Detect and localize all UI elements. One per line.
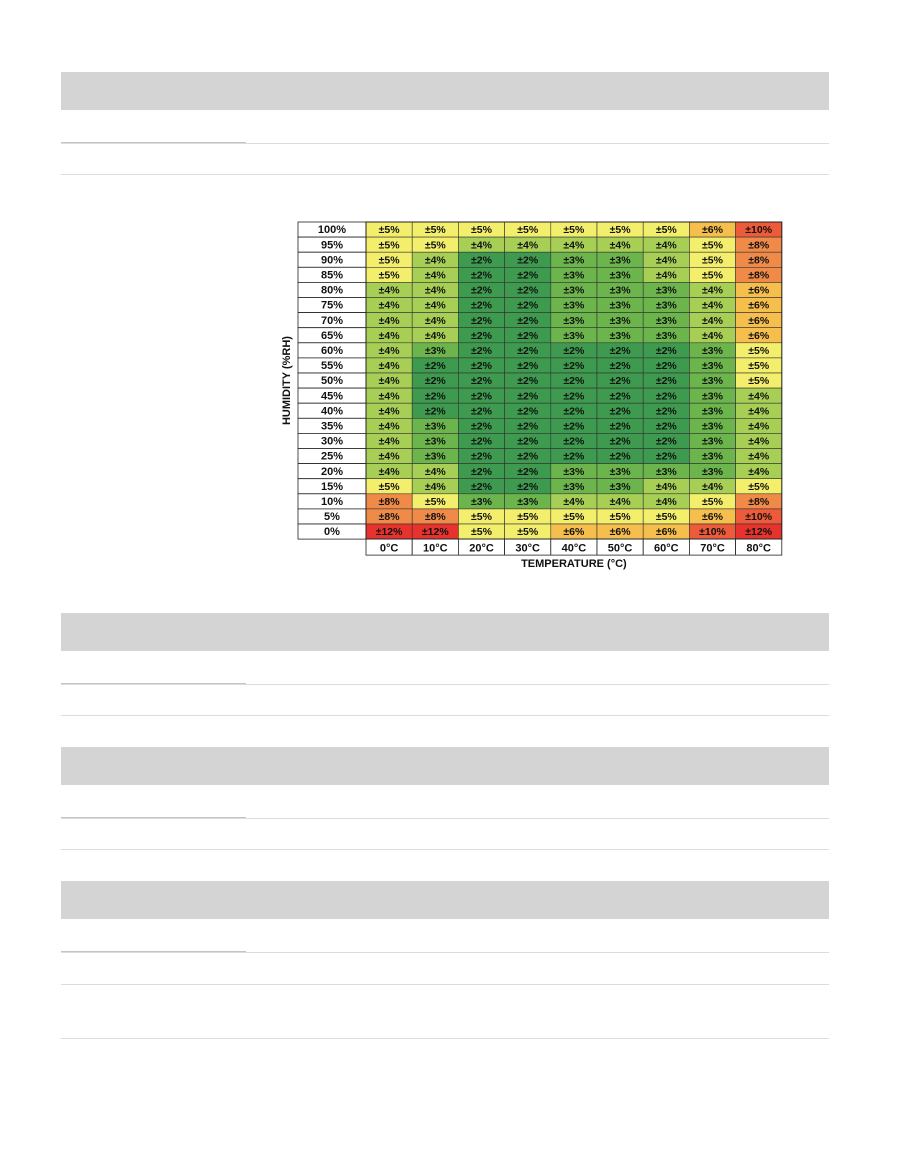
cell-value-label: ±3% [702, 465, 723, 478]
cell-value-label: ±6% [748, 314, 770, 327]
cell-value-label: ±3% [517, 495, 539, 508]
cell-value-label: ±2% [517, 360, 539, 373]
y-axis-title: HUMIDITY (%RH) [280, 336, 293, 426]
humidity-accuracy-heatmap [278, 222, 773, 588]
cell-value-label: ±2% [471, 314, 492, 327]
row-divider [61, 143, 829, 144]
cell-value-label: ±4% [655, 254, 677, 267]
y-tick-label: 60% [320, 344, 344, 357]
y-tick-label: 40% [320, 405, 344, 418]
row-divider [61, 984, 829, 985]
cell-value-label: ±2% [609, 420, 631, 433]
cell-value-label: ±3% [563, 465, 585, 478]
cell-value-label: ±4% [378, 390, 400, 403]
cell-value-label: ±5% [748, 480, 770, 493]
cell-value-label: ±6% [609, 526, 631, 539]
cell-value-label: ±2% [517, 480, 539, 493]
cell-value-label: ±2% [609, 344, 631, 357]
cell-value-label: ±5% [702, 254, 723, 267]
cell-value-label: ±6% [702, 224, 723, 237]
cell-value-label: ±2% [563, 375, 585, 388]
cell-value-label: ±4% [563, 239, 585, 252]
cell-value-label: ±3% [563, 299, 585, 312]
cell-value-label: ±2% [517, 269, 539, 282]
cell-value-label: ±2% [471, 284, 492, 297]
cell-value-label: ±3% [563, 254, 585, 267]
cell-value-label: ±3% [655, 329, 677, 342]
cell-value-label: ±2% [563, 390, 585, 403]
cell-value-label: ±2% [563, 360, 585, 373]
cell-value-label: ±3% [609, 465, 631, 478]
cell-value-label: ±5% [424, 495, 446, 508]
cell-value-label: ±5% [378, 480, 400, 493]
cell-value-label: ±2% [471, 269, 492, 282]
row-divider [61, 952, 829, 953]
y-tick-label: 25% [320, 450, 344, 463]
cell-value-label: ±2% [471, 254, 492, 267]
cell-value-label: ±3% [655, 465, 677, 478]
cell-value-label: ±2% [609, 390, 631, 403]
cell-value-label: ±2% [471, 480, 492, 493]
cell-value-label: ±4% [655, 269, 677, 282]
x-tick-label: 80°C [746, 542, 771, 555]
cell-value-label: ±5% [517, 526, 539, 539]
cell-value-label: ±2% [424, 390, 446, 403]
cell-value-label: ±3% [702, 420, 723, 433]
x-tick-label: 10°C [423, 542, 448, 555]
y-tick-label: 85% [320, 269, 344, 282]
cell-value-label: ±4% [378, 375, 400, 388]
cell-value-label: ±2% [655, 420, 677, 433]
cell-value-label: ±5% [655, 224, 677, 237]
cell-value-label: ±4% [702, 329, 723, 342]
cell-value-label: ±3% [424, 344, 446, 357]
cell-value-label: ±2% [471, 344, 492, 357]
cell-value-label: ±2% [471, 405, 492, 418]
cell-value-label: ±4% [378, 435, 400, 448]
section-header [61, 881, 829, 919]
cell-value-label: ±5% [471, 224, 492, 237]
cell-value-label: ±4% [424, 465, 446, 478]
cell-value-label: ±4% [563, 495, 585, 508]
y-tick-label: 70% [320, 314, 344, 327]
cell-value-label: ±2% [517, 405, 539, 418]
cell-value-label: ±3% [609, 269, 631, 282]
cell-value-label: ±5% [748, 344, 770, 357]
cell-value-label: ±4% [378, 420, 400, 433]
y-tick-label: 15% [320, 480, 344, 493]
cell-value-label: ±4% [378, 314, 400, 327]
cell-value-label: ±2% [424, 375, 446, 388]
y-tick-label: 20% [320, 465, 344, 478]
cell-value-label: ±5% [471, 526, 492, 539]
row-divider [61, 849, 829, 850]
cell-value-label: ±4% [378, 329, 400, 342]
cell-value-label: ±12% [421, 526, 449, 539]
cell-value-label: ±4% [748, 405, 770, 418]
cell-value-label: ±2% [563, 405, 585, 418]
cell-value-label: ±5% [424, 239, 446, 252]
cell-value-label: ±4% [424, 299, 446, 312]
cell-value-label: ±5% [378, 224, 400, 237]
cell-value-label: ±2% [609, 375, 631, 388]
cell-value-label: ±2% [471, 329, 492, 342]
cell-value-label: ±4% [424, 254, 446, 267]
cell-value-label: ±5% [702, 495, 723, 508]
cell-value-label: ±3% [655, 314, 677, 327]
cell-value-label: ±12% [745, 526, 773, 539]
cell-value-label: ±2% [563, 450, 585, 463]
cell-value-label: ±3% [702, 450, 723, 463]
cell-value-label: ±2% [609, 360, 631, 373]
cell-value-label: ±5% [424, 224, 446, 237]
cell-value-label: ±5% [563, 511, 585, 524]
y-tick-label: 100% [317, 224, 347, 237]
cell-value-label: ±2% [424, 360, 446, 373]
cell-value-label: ±4% [378, 405, 400, 418]
cell-value-label: ±3% [609, 329, 631, 342]
y-tick-label: 95% [320, 239, 344, 252]
cell-value-label: ±4% [748, 465, 770, 478]
cell-value-label: ±2% [563, 420, 585, 433]
cell-value-label: ±5% [517, 511, 539, 524]
cell-value-label: ±4% [609, 239, 631, 252]
x-tick-label: 20°C [469, 542, 494, 555]
cell-value-label: ±2% [517, 344, 539, 357]
cell-value-label: ±6% [702, 511, 723, 524]
row-divider [61, 818, 829, 819]
cell-value-label: ±6% [748, 299, 770, 312]
x-tick-label: 70°C [700, 542, 725, 555]
cell-value-label: ±3% [609, 314, 631, 327]
cell-value-label: ±2% [517, 390, 539, 403]
cell-value-label: ±2% [517, 465, 539, 478]
cell-value-label: ±3% [655, 284, 677, 297]
cell-value-label: ±3% [702, 375, 723, 388]
cell-value-label: ±2% [517, 314, 539, 327]
cell-value-label: ±2% [517, 254, 539, 267]
cell-value-label: ±4% [424, 269, 446, 282]
cell-value-label: ±4% [702, 314, 723, 327]
cell-value-label: ±10% [745, 224, 773, 237]
cell-value-label: ±5% [702, 269, 723, 282]
row-divider [61, 684, 829, 685]
row-divider [61, 715, 829, 716]
cell-value-label: ±2% [471, 465, 492, 478]
cell-value-label: ±2% [655, 360, 677, 373]
cell-value-label: ±3% [702, 360, 723, 373]
cell-value-label: ±2% [471, 435, 492, 448]
cell-value-label: ±3% [563, 329, 585, 342]
cell-value-label: ±3% [609, 480, 631, 493]
cell-value-label: ±3% [609, 284, 631, 297]
cell-value-label: ±4% [471, 239, 492, 252]
cell-value-label: ±6% [563, 526, 585, 539]
cell-value-label: ±3% [655, 299, 677, 312]
cell-value-label: ±4% [378, 284, 400, 297]
cell-value-label: ±2% [655, 344, 677, 357]
cell-value-label: ±10% [745, 511, 773, 524]
cell-value-label: ±5% [702, 239, 723, 252]
cell-value-label: ±3% [563, 480, 585, 493]
y-tick-label: 55% [320, 360, 344, 373]
cell-value-label: ±2% [471, 390, 492, 403]
cell-value-label: ±4% [378, 360, 400, 373]
cell-value-label: ±3% [471, 495, 492, 508]
cell-value-label: ±2% [609, 450, 631, 463]
cell-value-label: ±5% [609, 511, 631, 524]
cell-value-label: ±4% [702, 480, 723, 493]
cell-value-label: ±2% [471, 375, 492, 388]
x-axis-title: TEMPERATURE (°C) [521, 558, 627, 571]
cell-value-label: ±3% [563, 284, 585, 297]
cell-value-label: ±4% [702, 299, 723, 312]
cell-value-label: ±4% [424, 284, 446, 297]
cell-value-label: ±2% [563, 344, 585, 357]
x-tick-label: 60°C [654, 542, 679, 555]
cell-value-label: ±4% [609, 495, 631, 508]
cell-value-label: ±2% [424, 405, 446, 418]
cell-value-label: ±4% [748, 435, 770, 448]
cell-value-label: ±6% [748, 284, 770, 297]
cell-value-label: ±2% [471, 450, 492, 463]
cell-value-label: ±8% [748, 495, 770, 508]
cell-value-label: ±4% [655, 495, 677, 508]
cell-value-label: ±3% [702, 390, 723, 403]
cell-value-label: ±2% [471, 299, 492, 312]
y-tick-label: 50% [320, 375, 344, 388]
cell-value-label: ±12% [375, 526, 403, 539]
cell-value-label: ±5% [378, 239, 400, 252]
cell-value-label: ±6% [748, 329, 770, 342]
cell-value-label: ±2% [655, 405, 677, 418]
y-tick-label: 5% [324, 511, 340, 524]
y-tick-label: 80% [320, 284, 344, 297]
cell-value-label: ±2% [563, 435, 585, 448]
cell-value-label: ±2% [655, 450, 677, 463]
cell-value-label: ±2% [517, 450, 539, 463]
cell-value-label: ±5% [563, 224, 585, 237]
cell-value-label: ±2% [655, 390, 677, 403]
cell-value-label: ±2% [517, 329, 539, 342]
cell-value-label: ±3% [609, 299, 631, 312]
cell-value-label: ±3% [702, 344, 723, 357]
cell-value-label: ±5% [609, 224, 631, 237]
section-header [61, 72, 829, 110]
row-divider [61, 1038, 829, 1039]
cell-value-label: ±5% [517, 224, 539, 237]
cell-value-label: ±3% [424, 420, 446, 433]
y-tick-label: 90% [320, 254, 344, 267]
cell-value-label: ±2% [655, 375, 677, 388]
y-tick-label: 0% [324, 526, 340, 539]
y-tick-label: 30% [320, 435, 344, 448]
cell-value-label: ±3% [563, 314, 585, 327]
cell-value-label: ±8% [378, 495, 400, 508]
cell-value-label: ±5% [471, 511, 492, 524]
cell-value-label: ±5% [655, 511, 677, 524]
cell-value-label: ±2% [517, 284, 539, 297]
cell-value-label: ±2% [471, 420, 492, 433]
row-divider [61, 174, 829, 175]
cell-value-label: ±8% [748, 269, 770, 282]
y-tick-label: 10% [320, 495, 344, 508]
cell-value-label: ±4% [424, 314, 446, 327]
cell-value-label: ±8% [378, 511, 400, 524]
cell-value-label: ±5% [748, 360, 770, 373]
section-header [61, 747, 829, 785]
cell-value-label: ±4% [378, 465, 400, 478]
cell-value-label: ±4% [378, 344, 400, 357]
cell-value-label: ±5% [378, 269, 400, 282]
x-tick-label: 50°C [607, 542, 633, 555]
cell-value-label: ±2% [471, 360, 492, 373]
cell-value-label: ±3% [563, 269, 585, 282]
cell-value-label: ±4% [424, 329, 446, 342]
x-tick-label: 30°C [515, 542, 540, 555]
cell-value-label: ±8% [748, 254, 770, 267]
y-tick-label: 75% [320, 299, 344, 312]
cell-value-label: ±4% [517, 239, 539, 252]
x-tick-label: 40°C [561, 542, 587, 555]
cell-value-label: ±4% [424, 480, 446, 493]
cell-value-label: ±4% [702, 284, 723, 297]
cell-value-label: ±4% [748, 390, 770, 403]
cell-value-label: ±5% [378, 254, 400, 267]
cell-value-label: ±2% [609, 405, 631, 418]
section-header [61, 613, 829, 651]
cell-value-label: ±6% [655, 526, 677, 539]
cell-value-label: ±2% [609, 435, 631, 448]
cell-value-label: ±5% [748, 375, 770, 388]
cell-value-label: ±8% [424, 511, 446, 524]
cell-value-label: ±3% [702, 435, 723, 448]
cell-value-label: ±2% [517, 435, 539, 448]
cell-value-label: ±4% [378, 450, 400, 463]
cell-value-label: ±3% [424, 435, 446, 448]
cell-value-label: ±2% [655, 435, 677, 448]
y-tick-label: 65% [320, 329, 344, 342]
cell-value-label: ±4% [378, 299, 400, 312]
cell-value-label: ±8% [748, 239, 770, 252]
cell-value-label: ±4% [748, 420, 770, 433]
cell-value-label: ±2% [517, 375, 539, 388]
cell-value-label: ±3% [702, 405, 723, 418]
cell-value-label: ±3% [609, 254, 631, 267]
cell-value-label: ±2% [517, 299, 539, 312]
x-tick-label: 0°C [379, 542, 399, 555]
cell-value-label: ±4% [655, 239, 677, 252]
y-tick-label: 45% [320, 390, 344, 403]
cell-value-label: ±3% [424, 450, 446, 463]
y-tick-label: 35% [320, 420, 344, 433]
cell-value-label: ±2% [517, 420, 539, 433]
cell-value-label: ±4% [655, 480, 677, 493]
cell-value-label: ±10% [699, 526, 726, 539]
cell-value-label: ±4% [748, 450, 770, 463]
